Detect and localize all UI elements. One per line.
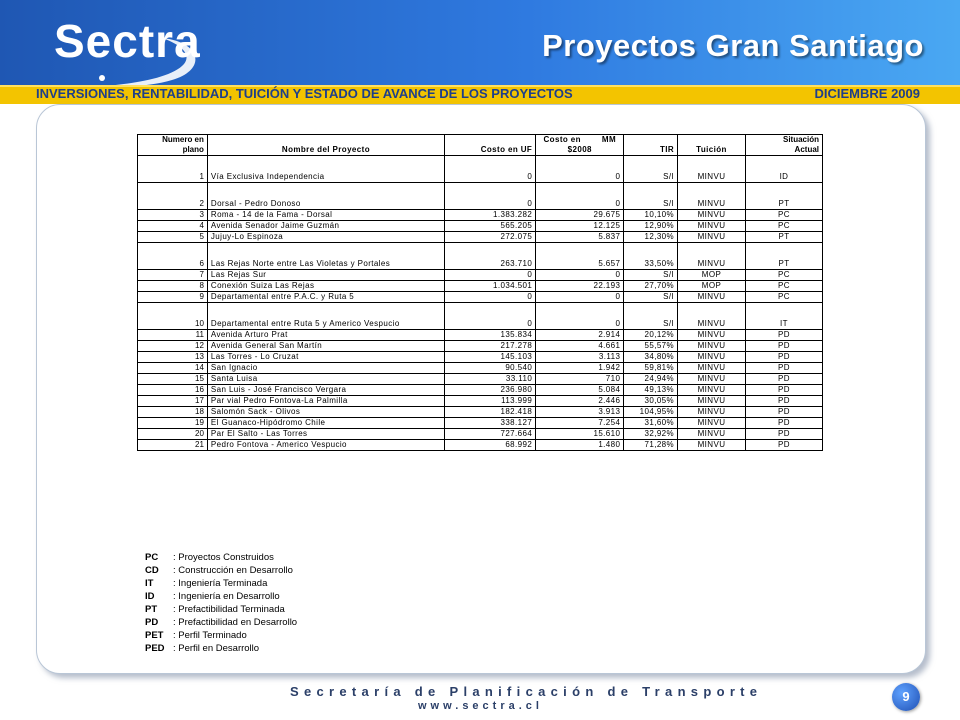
cell-cost-uf: 0 [445,303,536,330]
legend-code: IT [145,578,154,589]
cell-project-name: Departamental entre Ruta 5 y Americo Vespucio [207,303,444,330]
cell-tuicion: MINVU [678,292,746,303]
cell-project-name: Las Rejas Norte entre Las Violetas y Portales [207,243,444,270]
cell-tir: S/I [624,303,678,330]
cell-cost-mm: 2.446 [536,396,624,407]
legend-item [145,590,297,603]
cell-situacion: ID [745,156,822,183]
cell-cost-uf: 1.383.282 [445,210,536,221]
cell-cost-uf: 1.034.501 [445,281,536,292]
table-row [138,341,823,352]
subtitle: INVERSIONES, RENTABILIDAD, TUICIÓN Y ESTADO DE AVANCE DE LOS PROYECTOS [36,86,573,101]
cell-tir: 20,12% [624,330,678,341]
cell-tir: S/I [624,156,678,183]
cell-cost-uf: 263.710 [445,243,536,270]
cell-situacion: PT [745,183,822,210]
cell-situacion: PC [745,292,822,303]
table-row [138,303,823,330]
cell-cost-mm: 22.193 [536,281,624,292]
cell-cost-uf: 182.418 [445,407,536,418]
cell-situacion: PC [745,221,822,232]
cell-number: 17 [138,396,208,407]
cell-number: 3 [138,210,208,221]
cell-tir: 55,57% [624,341,678,352]
cell-cost-mm: 1.480 [536,440,624,451]
cell-project-name: Jujuy-Lo Espinoza [207,232,444,243]
cell-project-name: Roma - 14 de la Fama - Dorsal [207,210,444,221]
cell-situacion: PD [745,429,822,440]
cell-number: 4 [138,221,208,232]
cell-tir: 71,28% [624,440,678,451]
header-nombre: Nombre del Proyecto [207,135,444,156]
cell-situacion: PC [745,270,822,281]
cell-project-name: Avenida Senador Jaime Guzmán [207,221,444,232]
table-row [138,232,823,243]
cell-project-name: Departamental entre P.A.C. y Ruta 5 [207,292,444,303]
cell-cost-mm: 710 [536,374,624,385]
header-costo-mm: Costo en MM $2008 [536,135,624,156]
cell-tuicion: MINVU [678,221,746,232]
cell-project-name: Vía Exclusiva Independencia [207,156,444,183]
legend-item [145,551,297,564]
table-row [138,396,823,407]
legend-item [145,603,297,616]
legend-code: ID [145,591,155,602]
cell-cost-mm: 4.661 [536,341,624,352]
legend-item [145,629,297,642]
cell-project-name: Avenida General San Martín [207,341,444,352]
table-row [138,407,823,418]
cell-cost-mm: 2.914 [536,330,624,341]
cell-tir: 104,95% [624,407,678,418]
legend-text: : Perfil en Desarrollo [173,643,260,654]
cell-number: 19 [138,418,208,429]
cell-cost-mm: 29.675 [536,210,624,221]
cell-number: 1 [138,156,208,183]
cell-tir: 12,30% [624,232,678,243]
table-row [138,292,823,303]
cell-situacion: PD [745,374,822,385]
cell-situacion: IT [745,303,822,330]
cell-tuicion: MINVU [678,341,746,352]
cell-tir: S/I [624,183,678,210]
cell-tuicion: MINVU [678,396,746,407]
cell-tir: 32,92% [624,429,678,440]
table-row [138,385,823,396]
cell-tuicion: MINVU [678,303,746,330]
table-row [138,440,823,451]
cell-cost-uf: 565.205 [445,221,536,232]
cell-project-name: San Luis - José Francisco Vergara [207,385,444,396]
cell-tuicion: MINVU [678,330,746,341]
cell-cost-uf: 33.110 [445,374,536,385]
header-bar [0,0,960,85]
cell-cost-mm: 0 [536,292,624,303]
cell-situacion: PD [745,341,822,352]
cell-situacion: PD [745,396,822,407]
cell-number: 7 [138,270,208,281]
cell-project-name: Par vial Pedro Fontova-La Palmilla [207,396,444,407]
cell-number: 10 [138,303,208,330]
cell-number: 18 [138,407,208,418]
cell-cost-uf: 217.278 [445,341,536,352]
table-row [138,270,823,281]
cell-situacion: PC [745,210,822,221]
header-tuicion: Tuición [678,135,746,156]
cell-tir: S/I [624,270,678,281]
table-row [138,210,823,221]
cell-project-name: Avenida Arturo Prat [207,330,444,341]
cell-situacion: PD [745,330,822,341]
cell-cost-uf: 338.127 [445,418,536,429]
cell-cost-uf: 272.075 [445,232,536,243]
cell-tuicion: MINVU [678,440,746,451]
table-row [138,281,823,292]
footer-org: Secretaría de Planificación de Transporte [290,684,763,699]
table-row [138,221,823,232]
cell-cost-mm: 3.113 [536,352,624,363]
cell-tir: 34,80% [624,352,678,363]
cell-project-name: San Ignacio [207,363,444,374]
legend-text: : Prefactibilidad en Desarrollo [173,617,298,628]
table-row [138,330,823,341]
table-row [138,243,823,270]
legend-text: : Proyectos Construidos [173,552,274,563]
cell-cost-uf: 68.992 [445,440,536,451]
cell-tuicion: MINVU [678,407,746,418]
cell-project-name: Conexión Suiza Las Rejas [207,281,444,292]
cell-cost-uf: 0 [445,270,536,281]
cell-tuicion: MINVU [678,352,746,363]
cell-cost-uf: 0 [445,292,536,303]
footer-url: www.sectra.cl [418,700,543,712]
cell-situacion: PT [745,232,822,243]
page-title: Proyectos Gran Santiago [542,28,924,63]
header-plano: Numero en plano [138,135,208,156]
cell-cost-mm: 5.657 [536,243,624,270]
cell-tuicion: MINVU [678,210,746,221]
cell-cost-uf: 113.999 [445,396,536,407]
cell-cost-uf: 145.103 [445,352,536,363]
cell-tuicion: MINVU [678,183,746,210]
cell-number: 6 [138,243,208,270]
cell-situacion: PD [745,407,822,418]
legend-text: : Construcción en Desarrollo [173,565,293,576]
cell-tir: 49,13% [624,385,678,396]
legend-item [145,577,297,590]
cell-project-name: Par El Salto - Las Torres [207,429,444,440]
cell-tir: S/I [624,292,678,303]
report-date: DICIEMBRE 2009 [814,86,920,101]
legend-text: : Ingeniería Terminada [173,578,268,589]
cell-tuicion: MINVU [678,156,746,183]
legend-code: PET [145,630,164,641]
cell-number: 11 [138,330,208,341]
cell-project-name: Salomón Sack - Olivos [207,407,444,418]
cell-tir: 33,50% [624,243,678,270]
cell-situacion: PD [745,440,822,451]
legend-code: PC [145,552,159,563]
cell-cost-mm: 15.610 [536,429,624,440]
legend-item [145,616,297,629]
legend-code: PD [145,617,159,628]
cell-cost-mm: 0 [536,183,624,210]
sectra-logo: Sectra [54,15,201,67]
cell-project-name: Dorsal - Pedro Donoso [207,183,444,210]
cell-tir: 12,90% [624,221,678,232]
cell-cost-uf: 0 [445,183,536,210]
table-row [138,156,823,183]
cell-tuicion: MOP [678,281,746,292]
cell-project-name: El Guanaco-Hipódromo Chile [207,418,444,429]
header-situacion: Situación Actual [745,135,822,156]
cell-tir: 31,60% [624,418,678,429]
cell-situacion: PT [745,243,822,270]
cell-number: 14 [138,363,208,374]
cell-number: 5 [138,232,208,243]
cell-tuicion: MINVU [678,374,746,385]
cell-cost-uf: 0 [445,156,536,183]
cell-number: 16 [138,385,208,396]
legend-code: PT [145,604,158,615]
cell-situacion: PD [745,418,822,429]
cell-number: 12 [138,341,208,352]
cell-situacion: PD [745,352,822,363]
cell-cost-mm: 5.084 [536,385,624,396]
legend-item [145,564,297,577]
cell-tuicion: MINVU [678,429,746,440]
table-row [138,374,823,385]
cell-cost-mm: 12.125 [536,221,624,232]
cell-number: 21 [138,440,208,451]
legend-code: PED [145,643,165,654]
cell-cost-uf: 727.664 [445,429,536,440]
cell-cost-mm: 7.254 [536,418,624,429]
legend-code: CD [145,565,159,576]
cell-situacion: PD [745,363,822,374]
cell-project-name: Las Torres - Lo Cruzat [207,352,444,363]
cell-project-name: Las Rejas Sur [207,270,444,281]
cell-number: 15 [138,374,208,385]
header-tir: TIR [624,135,678,156]
cell-cost-mm: 5.837 [536,232,624,243]
cell-tuicion: MINVU [678,232,746,243]
cell-situacion: PC [745,281,822,292]
cell-tuicion: MINVU [678,363,746,374]
table-row [138,352,823,363]
table-row [138,183,823,210]
legend [145,551,297,655]
header-costo-uf: Costo en UF [445,135,536,156]
projects-table [137,134,823,451]
cell-cost-mm: 1.942 [536,363,624,374]
cell-project-name: Pedro Fontova - Americo Vespucio [207,440,444,451]
cell-tuicion: MINVU [678,385,746,396]
cell-cost-mm: 0 [536,156,624,183]
cell-cost-mm: 0 [536,303,624,330]
cell-number: 2 [138,183,208,210]
cell-project-name: Santa Luisa [207,374,444,385]
cell-cost-mm: 0 [536,270,624,281]
page-number: 9 [892,683,920,711]
cell-number: 9 [138,292,208,303]
table-row [138,418,823,429]
table-row [138,429,823,440]
cell-cost-uf: 90.540 [445,363,536,374]
cell-situacion: PD [745,385,822,396]
cell-number: 8 [138,281,208,292]
legend-text: : Ingeniería en Desarrollo [173,591,280,602]
cell-tir: 30,05% [624,396,678,407]
cell-tir: 24,94% [624,374,678,385]
cell-tir: 10,10% [624,210,678,221]
cell-cost-uf: 236.980 [445,385,536,396]
cell-cost-mm: 3.913 [536,407,624,418]
cell-tir: 27,70% [624,281,678,292]
cell-tuicion: MINVU [678,418,746,429]
cell-number: 13 [138,352,208,363]
cell-tuicion: MINVU [678,243,746,270]
cell-tuicion: MOP [678,270,746,281]
cell-number: 20 [138,429,208,440]
legend-text: : Prefactibilidad Terminada [173,604,285,615]
legend-item [145,642,297,655]
legend-text: : Perfil Terminado [173,630,247,641]
cell-tir: 59,81% [624,363,678,374]
cell-cost-uf: 135.834 [445,330,536,341]
table-row [138,363,823,374]
